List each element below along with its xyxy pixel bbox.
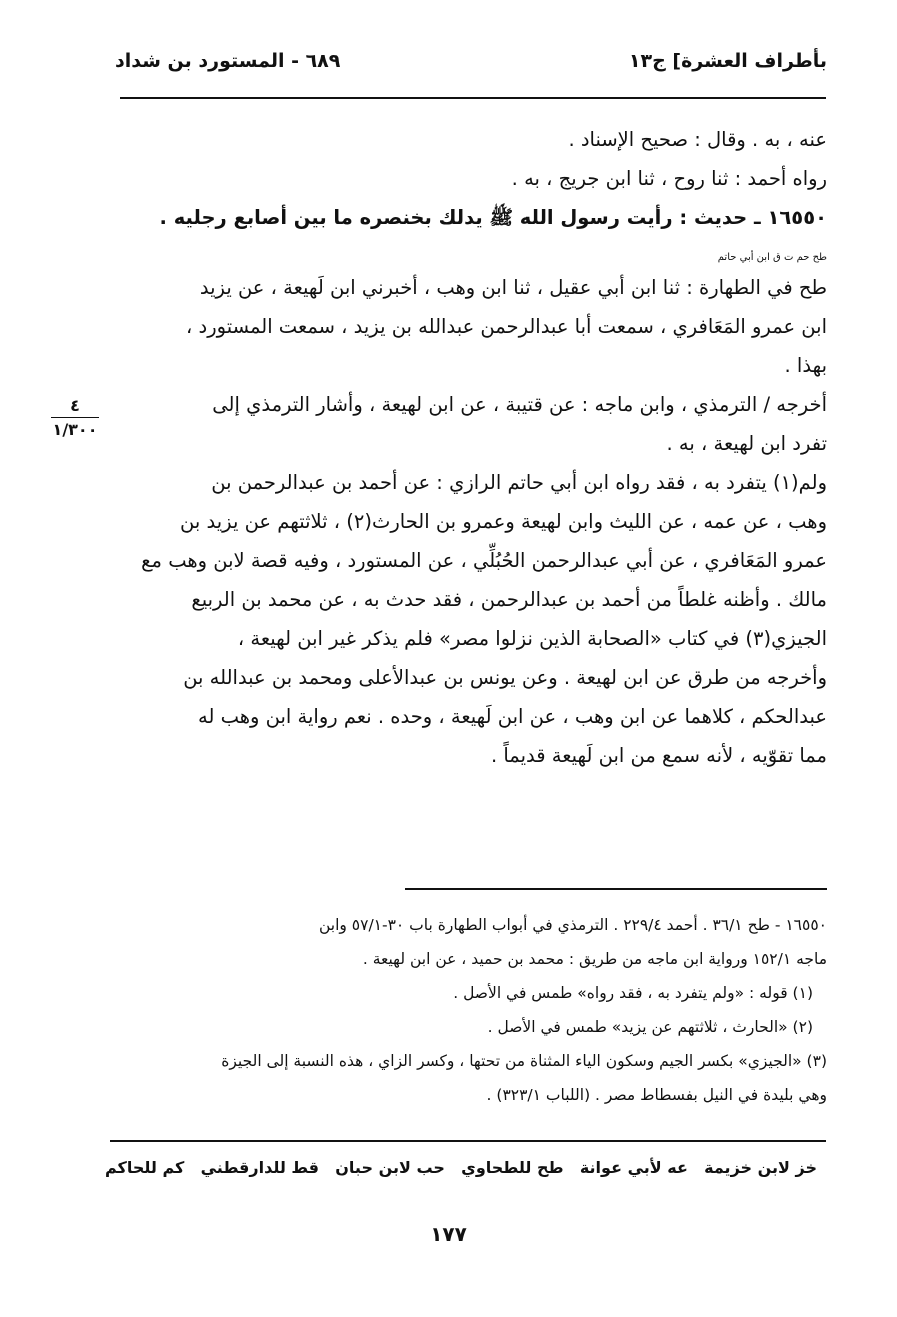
header-rule (120, 97, 826, 99)
footnote-rule (405, 888, 827, 890)
sigla-note: طح حم ت ق ابن أبي حاتم (717, 252, 827, 263)
body-line: الجيزي(٣) في كتاب «الصحابة الذين نزلوا مصر» فلم يذكر غير ابن لهيعة ، (237, 627, 827, 650)
margin-volume-note (45, 396, 105, 439)
abbreviations-legend (105, 1158, 817, 1177)
body-line: أخرجه / الترمذي ، وابن ماجه : عن قتيبة ، عن ابن لهيعة ، وأشار الترمذي إلى (212, 393, 827, 416)
page-number: ١٧٧ (430, 1222, 467, 1246)
body-line: طح في الطهارة : ثنا ابن أبي عقيل ، ثنا ابن وهب ، أخبرني ابن لَهيعة ، عن يزيد (199, 276, 827, 299)
abbreviations-rule (110, 1140, 826, 1142)
footnote-line: (٣) «الجيزي» بكسر الجيم وسكون الياء المثناة من تحتها ، وكسر الزاي ، هذه النسبة إلى الجيزة (221, 1052, 827, 1070)
abbreviation-item: خز لابن خزيمة (704, 1158, 817, 1177)
running-header-section-title: ٦٨٩ - المستورد بن شداد (115, 50, 341, 72)
margin-note-bottom: ١/٣٠٠ (52, 420, 98, 439)
body-line: ولم(١) يتفرد به ، فقد رواه ابن أبي حاتم الرازي : عن أحمد بن عبدالرحمن بن (211, 471, 827, 494)
main-text (115, 120, 827, 237)
abbreviation-item: حب لابن حبان (335, 1158, 445, 1177)
body-line: وهب ، عن عمه ، عن الليث وابن لهيعة وعمرو بن الحارث(٢) ، ثلاثتهم عن يزيد بن (180, 510, 827, 533)
body-line: عبدالحكم ، كلاهما عن ابن وهب ، عن ابن لَهيعة ، وحده . نعم رواية ابن وهب له (198, 705, 827, 728)
body-line: مالك . وأظنه غلطاً من أحمد بن عبدالرحمن ، فقد حدث به ، عن محمد بن الربيع (191, 588, 827, 611)
margin-note-top: ٤ (70, 396, 80, 415)
abbreviation-item: عه لأبي عوانة (579, 1158, 688, 1177)
footnotes (115, 908, 827, 1112)
abbreviation-item: طح للطحاوي (461, 1158, 564, 1177)
body-line: وأخرجه من طرق عن ابن لهيعة . وعن يونس بن عبدالأعلى ومحمد بن عبدالله بن (183, 666, 827, 689)
body-line: تفرد ابن لهيعة ، به . (666, 432, 827, 455)
body-line: عنه ، به . وقال : صحيح الإسناد . (568, 128, 827, 151)
footnote-line: وهي بليدة في النيل بفسطاط مصر . (اللباب ٣٢٣/١) . (486, 1086, 827, 1104)
abbreviation-item: قط للدارقطني (200, 1158, 320, 1177)
body-line: بهذا . (784, 354, 827, 377)
hadith-heading: ١٦٥٥٠ ـ حديث : رأيت رسول الله ﷺ يدلك بخنصره ما بين أصابع رجليه . (159, 206, 827, 229)
footnote-line: (٢) «الحارث ، ثلاثتهم عن يزيد» طمس في الأصل . (487, 1018, 813, 1036)
footnote-line: ١٦٥٥٠ - طح ٣٦/١ . أحمد ٢٢٩/٤ . الترمذي في أبواب الطهارة باب ٣٠-٥٧/١ وابن (318, 916, 827, 934)
running-header-book-title: بأطراف العشرة] ج١٣ (628, 50, 827, 72)
margin-note-rule (51, 417, 99, 418)
body-line: عمرو المَعَافري ، عن أبي عبدالرحمن الحُبُلِّي ، عن المستورد ، وفيه قصة لابن وهب مع (141, 549, 827, 572)
body-line: ابن عمرو المَعَافري ، سمعت أبا عبدالرحمن عبدالله بن يزيد ، سمعت المستورد ، (186, 315, 827, 338)
footnote-line: (١) قوله : «ولم يتفرد به ، فقد رواه» طمس في الأصل . (453, 984, 813, 1002)
footnote-line: ماجه ١٥٢/١ ورواية ابن ماجه من طريق : محمد بن حميد ، عن ابن لهيعة . (362, 950, 827, 968)
main-text-continued (115, 268, 827, 775)
abbreviation-item: كم للحاكم (105, 1158, 185, 1177)
body-line: رواه أحمد : ثنا روح ، ثنا ابن جريج ، به . (511, 167, 827, 190)
body-line: مما تقوّيه ، لأنه سمع من ابن لَهيعة قديماً . (490, 744, 827, 767)
